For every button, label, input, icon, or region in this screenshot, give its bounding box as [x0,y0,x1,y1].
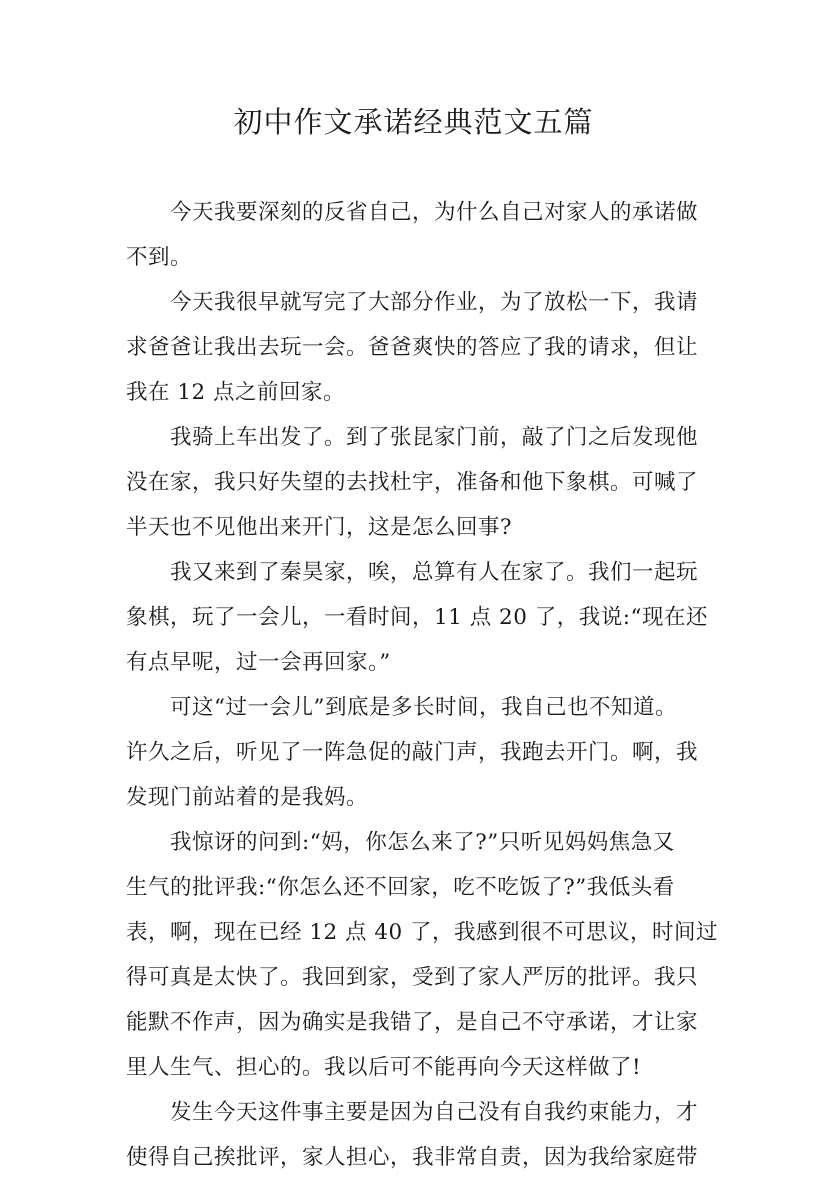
paragraph-line: 我骑上车出发了。到了张昆家门前，敲了门之后发现他 [170,425,699,450]
paragraph-line: 没在家，我只好失望的去找杜宇，准备和他下象棋。可喊了 [126,470,699,495]
paragraph-line: 不到。 [126,245,193,270]
paragraph [126,280,708,415]
paragraph-line: 我又来到了秦昊家，唉，总算有人在家了。我们一起玩 [170,560,699,585]
paragraph-line: 半天也不见他出来开门，这是怎么回事? [126,515,513,540]
paragraph [126,1090,708,1180]
paragraph-line: 生气的批评我:“你怎么还不回家，吃不吃饭了?”我低头看 [126,875,675,900]
paragraph [126,190,708,280]
paragraph-line: 得可真是太快了。我回到家，受到了家人严厉的批评。我只 [126,965,699,990]
paragraph-line: 里人生气、担心的。我以后可不能再向今天这样做了! [126,1055,642,1080]
paragraph [126,415,708,550]
paragraph-line: 能默不作声，因为确实是我错了，是自己不守承诺，才让家 [126,1010,699,1035]
document-title: 初中作文承诺经典范文五篇 [233,105,594,139]
paragraph [126,820,719,1090]
paragraph-line: 象棋，玩了一会儿，一看时间，11 点 20 了，我说:“现在还 [126,605,708,630]
document-body [126,190,719,1180]
paragraph-line: 发现门前站着的是我妈。 [126,785,369,810]
paragraph-line: 可这“过一会儿”到底是多长时间，我自己也不知道。 [170,695,677,720]
paragraph-line: 许久之后，听见了一阵急促的敲门声，我跑去开门。啊，我 [126,740,699,765]
paragraph-list [126,190,719,1180]
paragraph-line: 使得自己挨批评，家人担心，我非常自责，因为我给家庭带 [126,1145,699,1170]
paragraph-line: 今天我很早就写完了大部分作业，为了放松一下，我请 [170,290,699,315]
paragraph-line: 我惊讶的问到:“妈，你怎么来了?”只听见妈妈焦急又 [170,830,675,855]
paragraph-line: 今天我要深刻的反省自己，为什么自己对家人的承诺做 [170,200,699,225]
paragraph-line: 有点早呢，过一会再回家。” [126,650,391,675]
paragraph [126,550,708,685]
paragraph-line: 求爸爸让我出去玩一会。爸爸爽快的答应了我的请求，但让 [126,335,699,360]
paragraph [126,685,708,820]
paragraph-line: 表，啊，现在已经 12 点 40 了，我感到很不可思议，时间过 [126,920,719,945]
paragraph-line: 我在 12 点之前回家。 [126,380,346,405]
paragraph-line: 发生今天这件事主要是因为自己没有自我约束能力，才 [170,1100,699,1125]
